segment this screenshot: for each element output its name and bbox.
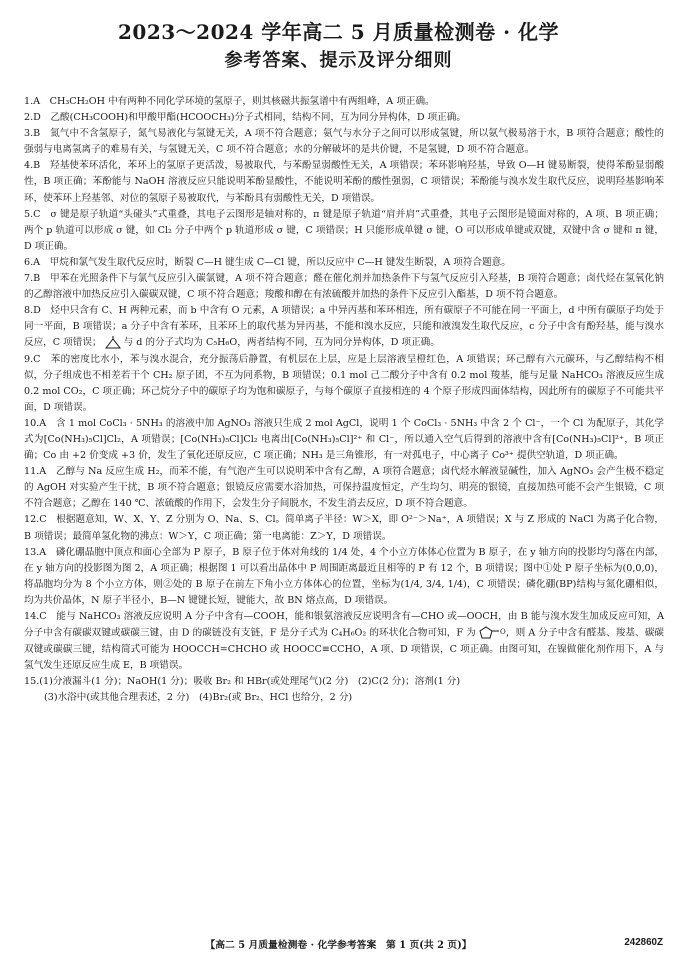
item-number: 13.: [24, 546, 40, 558]
answer-item-15: [24, 674, 664, 706]
svg-text:O: O: [499, 628, 506, 637]
item-text: B 甲苯在光照条件下与氯气反应引入碳氯键，A 项不符合题意；醛在催化剂并加热条件下与氢气反应引入羟基，B 项符合题意；卤代烃在氢氧化钠的乙醇溶液中加热反应引入碳碳双键，C 项不符合题意；羧酸和醇在有浓硫酸并加热的条件下反应引入酯基，D 项不符合题意。: [24, 273, 664, 301]
item-number: 4.: [24, 160, 34, 172]
item-text: B 羟基使苯环活化，苯环上的氢原子更活泼，易被取代，与苯酚显弱酸性无关，A 项错误；苯环影响羟基，导致 O—H 键易断裂，使得苯酚显弱酸性，B 项正确；苯酚能与 NaOH 溶液反应只能说明苯酚显酸性，不能说明苯酚的酸性强弱，C 项错误；苯酚能与溴水发生取代反应，说明羟基影响苯环，使苯环上羟基邻、对位的氢原子易被取代，与苯酚具有弱酸性无关，D 项错误。: [24, 160, 664, 204]
answer-item-1: [24, 94, 664, 110]
item-text-line2: (3)水浴中(或其他合理表述，2 分) (4)Br₂(或 Br₂、HCl 也给分，2 分): [44, 691, 353, 703]
answer-list: [24, 94, 664, 706]
answer-item-4: [24, 158, 664, 206]
item-text: (1)分液漏斗(1 分)；NaOH(1 分)；吸收 Br₂ 和 HBr(或处理尾气)(2 分) (2)C(2 分)；溶剂(1 分): [39, 675, 461, 687]
item-text: B 氮气中不含氢原子，氮气易液化与氢键无关，A 项不符合题意；氨气与水分子之间可以形成氢键，所以氨气极易溶于水，B 项符合题意；酸性的强弱与电离氢离子的难易有关，与氢键无关，C 项不符合题意；水的分解破坏的是共价键，不是氢键，D 项不符合题意。: [24, 128, 664, 156]
item-number: 14.: [24, 611, 40, 622]
page-subtitle: 参考答案、提示及评分细则: [224, 50, 453, 71]
item-text-continued: 与 d 的分子式均为 C₅H₆O，两者结构不同，互为同分异构体，D 项正确。: [123, 337, 440, 349]
item-text: C 苯的密度比水小，苯与溴水混合，充分振荡后静置，有机层在上层，应是上层溶液呈橙红色，A 项错误；环己醇有六元碳环，与乙醇结构不相似，分子组成也不相差若干个 CH₂ 原子团，不互为同系物，B 项错误；0.1 mol 己二酸分子中含有 0.2 mol 羧基，能与足量 NaHCO₃ 溶液反应生成 0.2 mol CO₂，C 项正确；环己烷分子中的碳原子均为饱和碳原子，与每个碳原子直接相连的 4 个原子形成四面体结构，因此所有的碳原子不可能共平面，D 项错误。: [24, 353, 664, 413]
item-text: C 根据题意知，W、X、Y、Z 分别为 O、Na、S、Cl。简单离子半径：W＞X，即 O²⁻＞Na⁺，A 项错误；X 与 Z 形成的 NaCl 为离子化合物，B 项错误；最简单氢化物的沸点：W＞Y，C 项正确；第一电离能：Z＞Y，D 项错误。: [24, 514, 664, 542]
item-text: C σ 键是原子轨道“头碰头”式重叠，其电子云图形是轴对称的，π 键是原子轨道“肩并肩”式重叠，其电子云图形是镜面对称的，A 项、B 项正确；两个 p 轨道可以形成 σ 键，如 Cl₂ 分子中两个 p 轨道形成 σ 键，C 项错误；H 只能形成单键 σ 键，O 可以形成单键或双键，双键中含 σ 键和 π 键，D 项正确。: [24, 208, 664, 252]
item-number: 10.: [24, 417, 40, 429]
item-text: D 烃中只含有 C、H 两种元素，而 b 中含有 O 元素，A 项错误；a 中异丙基和苯环相连，所有碳原子不可能在同一平面上，d 中所有碳原子均处于同一平面，B 项错误；a 分子中含有苯环，且苯环上的取代基为异丙基，不能和溴水反应，只能和液溴发生取代反应，c 分子中含有酚羟基，能与溴水反应，C 项错误；: [24, 305, 664, 349]
answer-item-8: [24, 303, 664, 351]
answer-item-7: [24, 271, 664, 303]
item-number: 9.: [24, 353, 34, 365]
answer-item-9: [24, 352, 664, 416]
item-number: 3.: [24, 128, 34, 140]
item-number: 12.: [24, 514, 40, 526]
item-number: 8.: [24, 305, 34, 317]
item-text: A 磷化硼晶胞中顶点和面心全部为 P 原子，B 原子位于体对角线的 1/4 处，4 个小立方体体心位置为 B 原子，在 y 轴方向的投影均匀落在内部，在 y 轴方向的投影图为图 2，A 项正确；根据图 1 可以看出晶体中 P 周围距离最近且相等的 P 有 12 个，B 项错误；图中①处 P 原子坐标为(0,0,0)，将晶胞均分为 8 个小立方体，则②处的 B 原子在前左下角小立方体体心的位置，坐标为: [24, 546, 664, 590]
answer-item-6: [24, 255, 664, 271]
item-number: 7.: [24, 273, 34, 285]
answer-item-12: [24, 512, 664, 544]
cyclic-ester-structure-icon: [476, 625, 506, 641]
item-number: 15.: [24, 675, 40, 687]
item-text: A 含 1 mol CoCl₃ · 5NH₃ 的溶液中加 AgNO₃ 溶液只生成 2 mol AgCl，说明 1 个 CoCl₃ · 5NH₃ 中含 2 个 Cl⁻，一个 Cl 为配原子，其化学式为[Co(NH₃)₅Cl]Cl₂，A 项错误；[Co(NH₃)₅Cl]Cl₂ 电离出[Co(NH₃)₅Cl]²⁺ 和 Cl⁻，所以通入空气后得到的溶液中含有[Co(NH₃)₅Cl]²⁺，B 项正确；Co 由 +2 价变成 +3 价，发生了氧化还原反应，C 项正确；NH₃ 是三角锥形，有一对孤电子，中心离子 Co³⁺ 提供空轨道，D 项正确。: [24, 417, 664, 462]
answer-item-11: [24, 464, 664, 512]
item-text: C 能与 NaHCO₃ 溶液反应说明 A 分子中含有—COOH，能和银氨溶液反应说明含有—CHO 或—OOCH，由 B 能与溴水发生加成反应可知，A 分子中含有碳碳双键或碳碳三键，由 D 的碳链没有支链，F 是分子式为 C₄H₆O₂ 的环状化合物可知，F 为: [24, 611, 664, 639]
item-number: 11.: [24, 466, 40, 478]
item-number: 6.: [24, 256, 34, 268]
item-number: 5.: [24, 208, 34, 220]
footer-code: 242860Z: [624, 937, 663, 948]
item-text: A CH₃CH₂OH 中有两种不同化学环境的氢原子，则其核磁共振氢谱中有两组峰，A 项正确。: [33, 96, 435, 107]
item-text-continued: ，C 项错误；磷化硼(BP)结构与氮化硼相似，均为共价晶体，N 原子半径小，B—N 键键长短，键能大，故 BN 熔点高，D 项错误。: [24, 578, 664, 606]
item-text: A 乙醇与 Na 反应生成 H₂，而苯不能，有气泡产生可以说明苯中含有乙醇，A 项符合题意；卤代烃水解液显碱性，加入 AgNO₃ 会产生极不稳定的 AgOH 对实验产生干扰，B 项不符合题意；银镜反应需要水浴加热，可保持温度恒定，产生均匀、明亮的银镜，直接加热可能不会产生银镜，C 项不符合题意；乙醇在 140 ℃、浓硫酸的作用下，会发生分子间脱水，不发生消去反应，D 项不符合题意。: [24, 466, 664, 510]
item-text-continued: ，则 A 分子中含有醛基、羧基、碳碳双键或碳碳三键，结构简式可能为 HOOCCH=CHCHO 或 HOOCC≡CCHO，A 项、D 项错误，C 项正确。由图可知，在镍做催化剂作用下，A 与氢气发生还原反应生成 E，B 项错误。: [24, 627, 664, 671]
answer-item-10: [24, 416, 664, 464]
answer-item-2: [24, 110, 664, 126]
item-text: A 甲烷和氯气发生取代反应时，断裂 C—H 键生成 C—Cl 键，所以反应中 C—H 键发生断裂，A 项符合题意。: [33, 256, 511, 268]
answer-item-14: [24, 609, 664, 674]
coordinate-value: (1/4, 3/4, 1/4): [400, 578, 467, 590]
answer-item-5: [24, 207, 664, 255]
item-number: 1.: [24, 96, 34, 107]
item-number: 2.: [24, 112, 34, 124]
page-title: 2023～2024 学年高二 5 月质量检测卷 · 化学: [117, 20, 560, 44]
item-text: D 乙酸(CH₃COOH)和甲酸甲酯(HCOOCH₃)分子式相同，结构不同，互为同分异构体，D 项正确。: [33, 112, 466, 124]
answer-item-13: [24, 545, 664, 609]
cyclopropyl-aldehyde-structure-icon: [102, 336, 124, 350]
footer-page-info: 【高二 5 月质量检测卷 · 化学参考答案 第 1 页(共 2 页)】: [205, 940, 472, 951]
answer-item-3: [24, 126, 664, 158]
